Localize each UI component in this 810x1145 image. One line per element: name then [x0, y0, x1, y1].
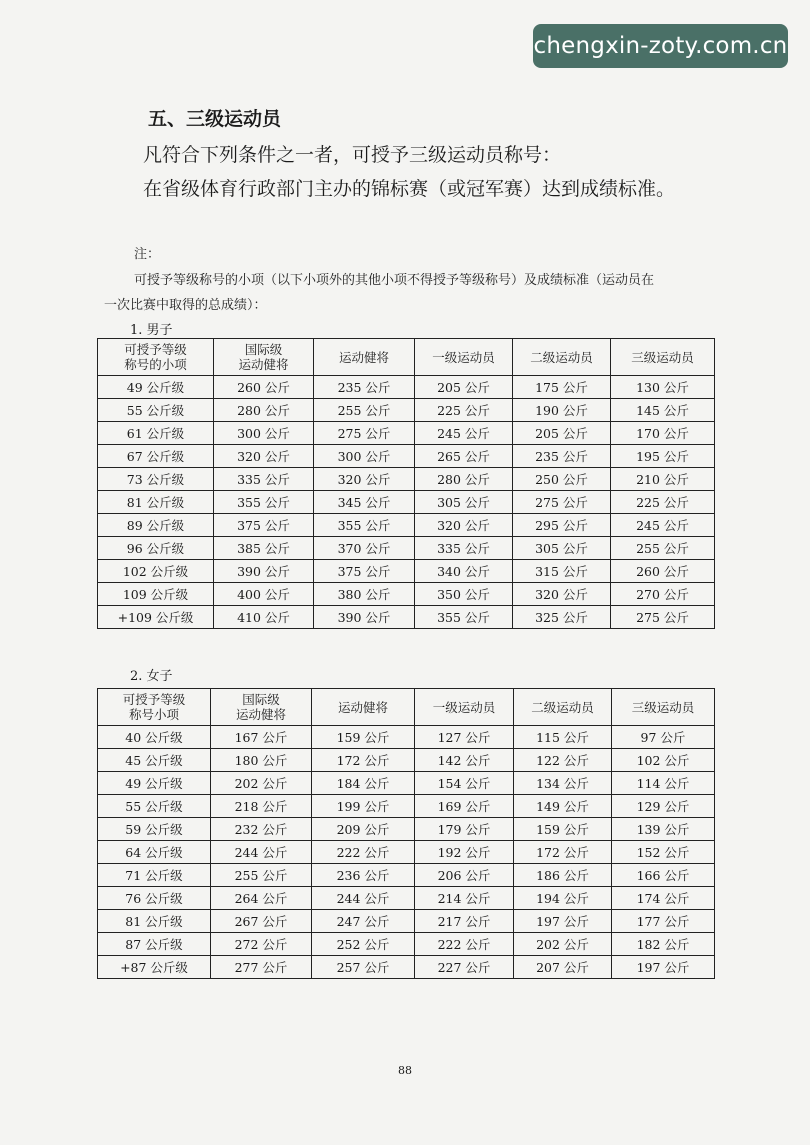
standard-cell: 202 公斤: [211, 772, 312, 795]
standard-cell: 410 公斤: [214, 606, 314, 629]
standard-cell: 225 公斤: [611, 491, 715, 514]
standard-cell: 154 公斤: [415, 772, 514, 795]
table-row: [98, 468, 715, 491]
column-header: 一级运动员: [415, 339, 513, 376]
table-header-row: [98, 339, 715, 376]
standard-cell: 355 公斤: [214, 491, 314, 514]
standard-cell: 97 公斤: [612, 726, 715, 749]
column-header: 二级运动员: [514, 689, 612, 726]
column-header: 一级运动员: [415, 689, 514, 726]
table-row: [98, 726, 715, 749]
standard-cell: 225 公斤: [415, 399, 513, 422]
standard-cell: 355 公斤: [314, 514, 415, 537]
standard-cell: 145 公斤: [611, 399, 715, 422]
standard-cell: 197 公斤: [514, 910, 612, 933]
women-subtitle: 2. 女子: [130, 669, 173, 684]
standard-cell: 245 公斤: [611, 514, 715, 537]
standard-cell: 390 公斤: [314, 606, 415, 629]
page-number: 88: [398, 1064, 412, 1077]
standard-cell: 205 公斤: [415, 376, 513, 399]
table-header-row: [98, 689, 715, 726]
column-header: 可授予等级 称号小项: [98, 689, 211, 726]
standard-cell: 159 公斤: [514, 818, 612, 841]
table-row: [98, 445, 715, 468]
standard-cell: 210 公斤: [611, 468, 715, 491]
column-header: 三级运动员: [611, 339, 715, 376]
standard-cell: 139 公斤: [612, 818, 715, 841]
standard-cell: 172 公斤: [514, 841, 612, 864]
women-standards-table: [97, 688, 715, 979]
standard-cell: 184 公斤: [312, 772, 415, 795]
weight-class-cell: 89 公斤级: [98, 514, 214, 537]
watermark-badge: chengxin-zoty.com.cn: [533, 24, 788, 68]
standard-cell: 207 公斤: [514, 956, 612, 979]
standard-cell: 380 公斤: [314, 583, 415, 606]
standard-cell: 275 公斤: [611, 606, 715, 629]
standard-cell: 280 公斤: [415, 468, 513, 491]
standard-cell: 335 公斤: [214, 468, 314, 491]
standard-cell: 355 公斤: [415, 606, 513, 629]
standard-cell: 390 公斤: [214, 560, 314, 583]
standard-cell: 250 公斤: [513, 468, 611, 491]
standard-cell: 335 公斤: [415, 537, 513, 560]
table-row: [98, 749, 715, 772]
column-header: 国际级 运动健将: [214, 339, 314, 376]
table-row: [98, 560, 715, 583]
weight-class-cell: 67 公斤级: [98, 445, 214, 468]
standard-cell: 320 公斤: [513, 583, 611, 606]
standard-cell: 122 公斤: [514, 749, 612, 772]
standard-cell: 235 公斤: [314, 376, 415, 399]
standard-cell: 260 公斤: [611, 560, 715, 583]
standard-cell: 197 公斤: [612, 956, 715, 979]
standard-cell: 175 公斤: [513, 376, 611, 399]
standard-cell: 247 公斤: [312, 910, 415, 933]
standard-cell: 149 公斤: [514, 795, 612, 818]
table-row: [98, 491, 715, 514]
standard-cell: 205 公斤: [513, 422, 611, 445]
standard-cell: 315 公斤: [513, 560, 611, 583]
table-row: [98, 606, 715, 629]
standard-cell: 320 公斤: [314, 468, 415, 491]
standard-cell: 172 公斤: [312, 749, 415, 772]
table-row: [98, 841, 715, 864]
standard-cell: 190 公斤: [513, 399, 611, 422]
standard-cell: 350 公斤: [415, 583, 513, 606]
weight-class-cell: 55 公斤级: [98, 399, 214, 422]
standard-cell: 267 公斤: [211, 910, 312, 933]
table-row: [98, 864, 715, 887]
standard-cell: 252 公斤: [312, 933, 415, 956]
section-heading: 五、三级运动员: [148, 108, 282, 130]
standard-cell: 152 公斤: [612, 841, 715, 864]
standard-paragraph: 在省级体育行政部门主办的锦标赛（或冠军赛）达到成绩标准。: [143, 178, 676, 200]
note-line-2: 一次比赛中取得的总成绩）：: [104, 298, 267, 313]
standard-cell: 129 公斤: [612, 795, 715, 818]
table-row: [98, 818, 715, 841]
standard-cell: 232 公斤: [211, 818, 312, 841]
standard-cell: 275 公斤: [513, 491, 611, 514]
table-row: [98, 887, 715, 910]
standard-cell: 280 公斤: [214, 399, 314, 422]
table-row: [98, 537, 715, 560]
note-line-1: 可授予等级称号的小项（以下小项外的其他小项不得授予等级称号）及成绩标准（运动员在: [134, 273, 655, 288]
weight-class-cell: 81 公斤级: [98, 910, 211, 933]
weight-class-cell: 64 公斤级: [98, 841, 211, 864]
weight-class-cell: 71 公斤级: [98, 864, 211, 887]
standard-cell: 192 公斤: [415, 841, 514, 864]
standard-cell: 245 公斤: [415, 422, 513, 445]
weight-class-cell: 109 公斤级: [98, 583, 214, 606]
column-header: 运动健将: [314, 339, 415, 376]
standard-cell: 340 公斤: [415, 560, 513, 583]
weight-class-cell: 61 公斤级: [98, 422, 214, 445]
table-row: [98, 422, 715, 445]
table-row: [98, 376, 715, 399]
standard-cell: 222 公斤: [312, 841, 415, 864]
standard-cell: 255 公斤: [314, 399, 415, 422]
standard-cell: 102 公斤: [612, 749, 715, 772]
note-label: 注：: [134, 247, 161, 262]
column-header: 运动健将: [312, 689, 415, 726]
weight-class-cell: 102 公斤级: [98, 560, 214, 583]
standard-cell: 255 公斤: [611, 537, 715, 560]
standard-cell: 127 公斤: [415, 726, 514, 749]
column-header: 二级运动员: [513, 339, 611, 376]
standard-cell: 265 公斤: [415, 445, 513, 468]
table-row: [98, 795, 715, 818]
table-row: [98, 514, 715, 537]
weight-class-cell: +87 公斤级: [98, 956, 211, 979]
standard-cell: 194 公斤: [514, 887, 612, 910]
column-header: 可授予等级 称号的小项: [98, 339, 214, 376]
standard-cell: 295 公斤: [513, 514, 611, 537]
men-subtitle: 1. 男子: [130, 323, 173, 338]
standard-cell: 305 公斤: [513, 537, 611, 560]
table-row: [98, 910, 715, 933]
standard-cell: 179 公斤: [415, 818, 514, 841]
standard-cell: 115 公斤: [514, 726, 612, 749]
table-row: [98, 399, 715, 422]
weight-class-cell: 96 公斤级: [98, 537, 214, 560]
standard-cell: 177 公斤: [612, 910, 715, 933]
standard-cell: 325 公斤: [513, 606, 611, 629]
weight-class-cell: 40 公斤级: [98, 726, 211, 749]
standard-cell: 169 公斤: [415, 795, 514, 818]
weight-class-cell: 59 公斤级: [98, 818, 211, 841]
standard-cell: 300 公斤: [314, 445, 415, 468]
table-row: [98, 772, 715, 795]
standard-cell: 195 公斤: [611, 445, 715, 468]
standard-cell: 218 公斤: [211, 795, 312, 818]
standard-cell: 300 公斤: [214, 422, 314, 445]
weight-class-cell: +109 公斤级: [98, 606, 214, 629]
weight-class-cell: 49 公斤级: [98, 772, 211, 795]
standard-cell: 244 公斤: [211, 841, 312, 864]
standard-cell: 375 公斤: [314, 560, 415, 583]
weight-class-cell: 55 公斤级: [98, 795, 211, 818]
standard-cell: 209 公斤: [312, 818, 415, 841]
standard-cell: 305 公斤: [415, 491, 513, 514]
standard-cell: 202 公斤: [514, 933, 612, 956]
standard-cell: 385 公斤: [214, 537, 314, 560]
standard-cell: 236 公斤: [312, 864, 415, 887]
standard-cell: 272 公斤: [211, 933, 312, 956]
column-header: 国际级 运动健将: [211, 689, 312, 726]
standard-cell: 260 公斤: [214, 376, 314, 399]
standard-cell: 174 公斤: [612, 887, 715, 910]
standard-cell: 370 公斤: [314, 537, 415, 560]
standard-cell: 345 公斤: [314, 491, 415, 514]
weight-class-cell: 73 公斤级: [98, 468, 214, 491]
standard-cell: 400 公斤: [214, 583, 314, 606]
weight-class-cell: 76 公斤级: [98, 887, 211, 910]
standard-cell: 375 公斤: [214, 514, 314, 537]
table-row: [98, 583, 715, 606]
standard-cell: 182 公斤: [612, 933, 715, 956]
standard-cell: 275 公斤: [314, 422, 415, 445]
standard-cell: 244 公斤: [312, 887, 415, 910]
standard-cell: 264 公斤: [211, 887, 312, 910]
standard-cell: 159 公斤: [312, 726, 415, 749]
standard-cell: 186 公斤: [514, 864, 612, 887]
standard-cell: 142 公斤: [415, 749, 514, 772]
weight-class-cell: 49 公斤级: [98, 376, 214, 399]
standard-cell: 134 公斤: [514, 772, 612, 795]
standard-cell: 277 公斤: [211, 956, 312, 979]
men-standards-table: [97, 338, 715, 629]
standard-cell: 270 公斤: [611, 583, 715, 606]
weight-class-cell: 45 公斤级: [98, 749, 211, 772]
weight-class-cell: 81 公斤级: [98, 491, 214, 514]
standard-cell: 255 公斤: [211, 864, 312, 887]
table-row: [98, 933, 715, 956]
condition-paragraph: 凡符合下列条件之一者，可授予三级运动员称号：: [143, 144, 562, 166]
standard-cell: 320 公斤: [214, 445, 314, 468]
standard-cell: 222 公斤: [415, 933, 514, 956]
standard-cell: 227 公斤: [415, 956, 514, 979]
standard-cell: 206 公斤: [415, 864, 514, 887]
standard-cell: 130 公斤: [611, 376, 715, 399]
standard-cell: 217 公斤: [415, 910, 514, 933]
standard-cell: 257 公斤: [312, 956, 415, 979]
standard-cell: 167 公斤: [211, 726, 312, 749]
standard-cell: 199 公斤: [312, 795, 415, 818]
table-row: [98, 956, 715, 979]
standard-cell: 320 公斤: [415, 514, 513, 537]
standard-cell: 235 公斤: [513, 445, 611, 468]
standard-cell: 170 公斤: [611, 422, 715, 445]
standard-cell: 166 公斤: [612, 864, 715, 887]
column-header: 三级运动员: [612, 689, 715, 726]
weight-class-cell: 87 公斤级: [98, 933, 211, 956]
standard-cell: 180 公斤: [211, 749, 312, 772]
standard-cell: 114 公斤: [612, 772, 715, 795]
standard-cell: 214 公斤: [415, 887, 514, 910]
